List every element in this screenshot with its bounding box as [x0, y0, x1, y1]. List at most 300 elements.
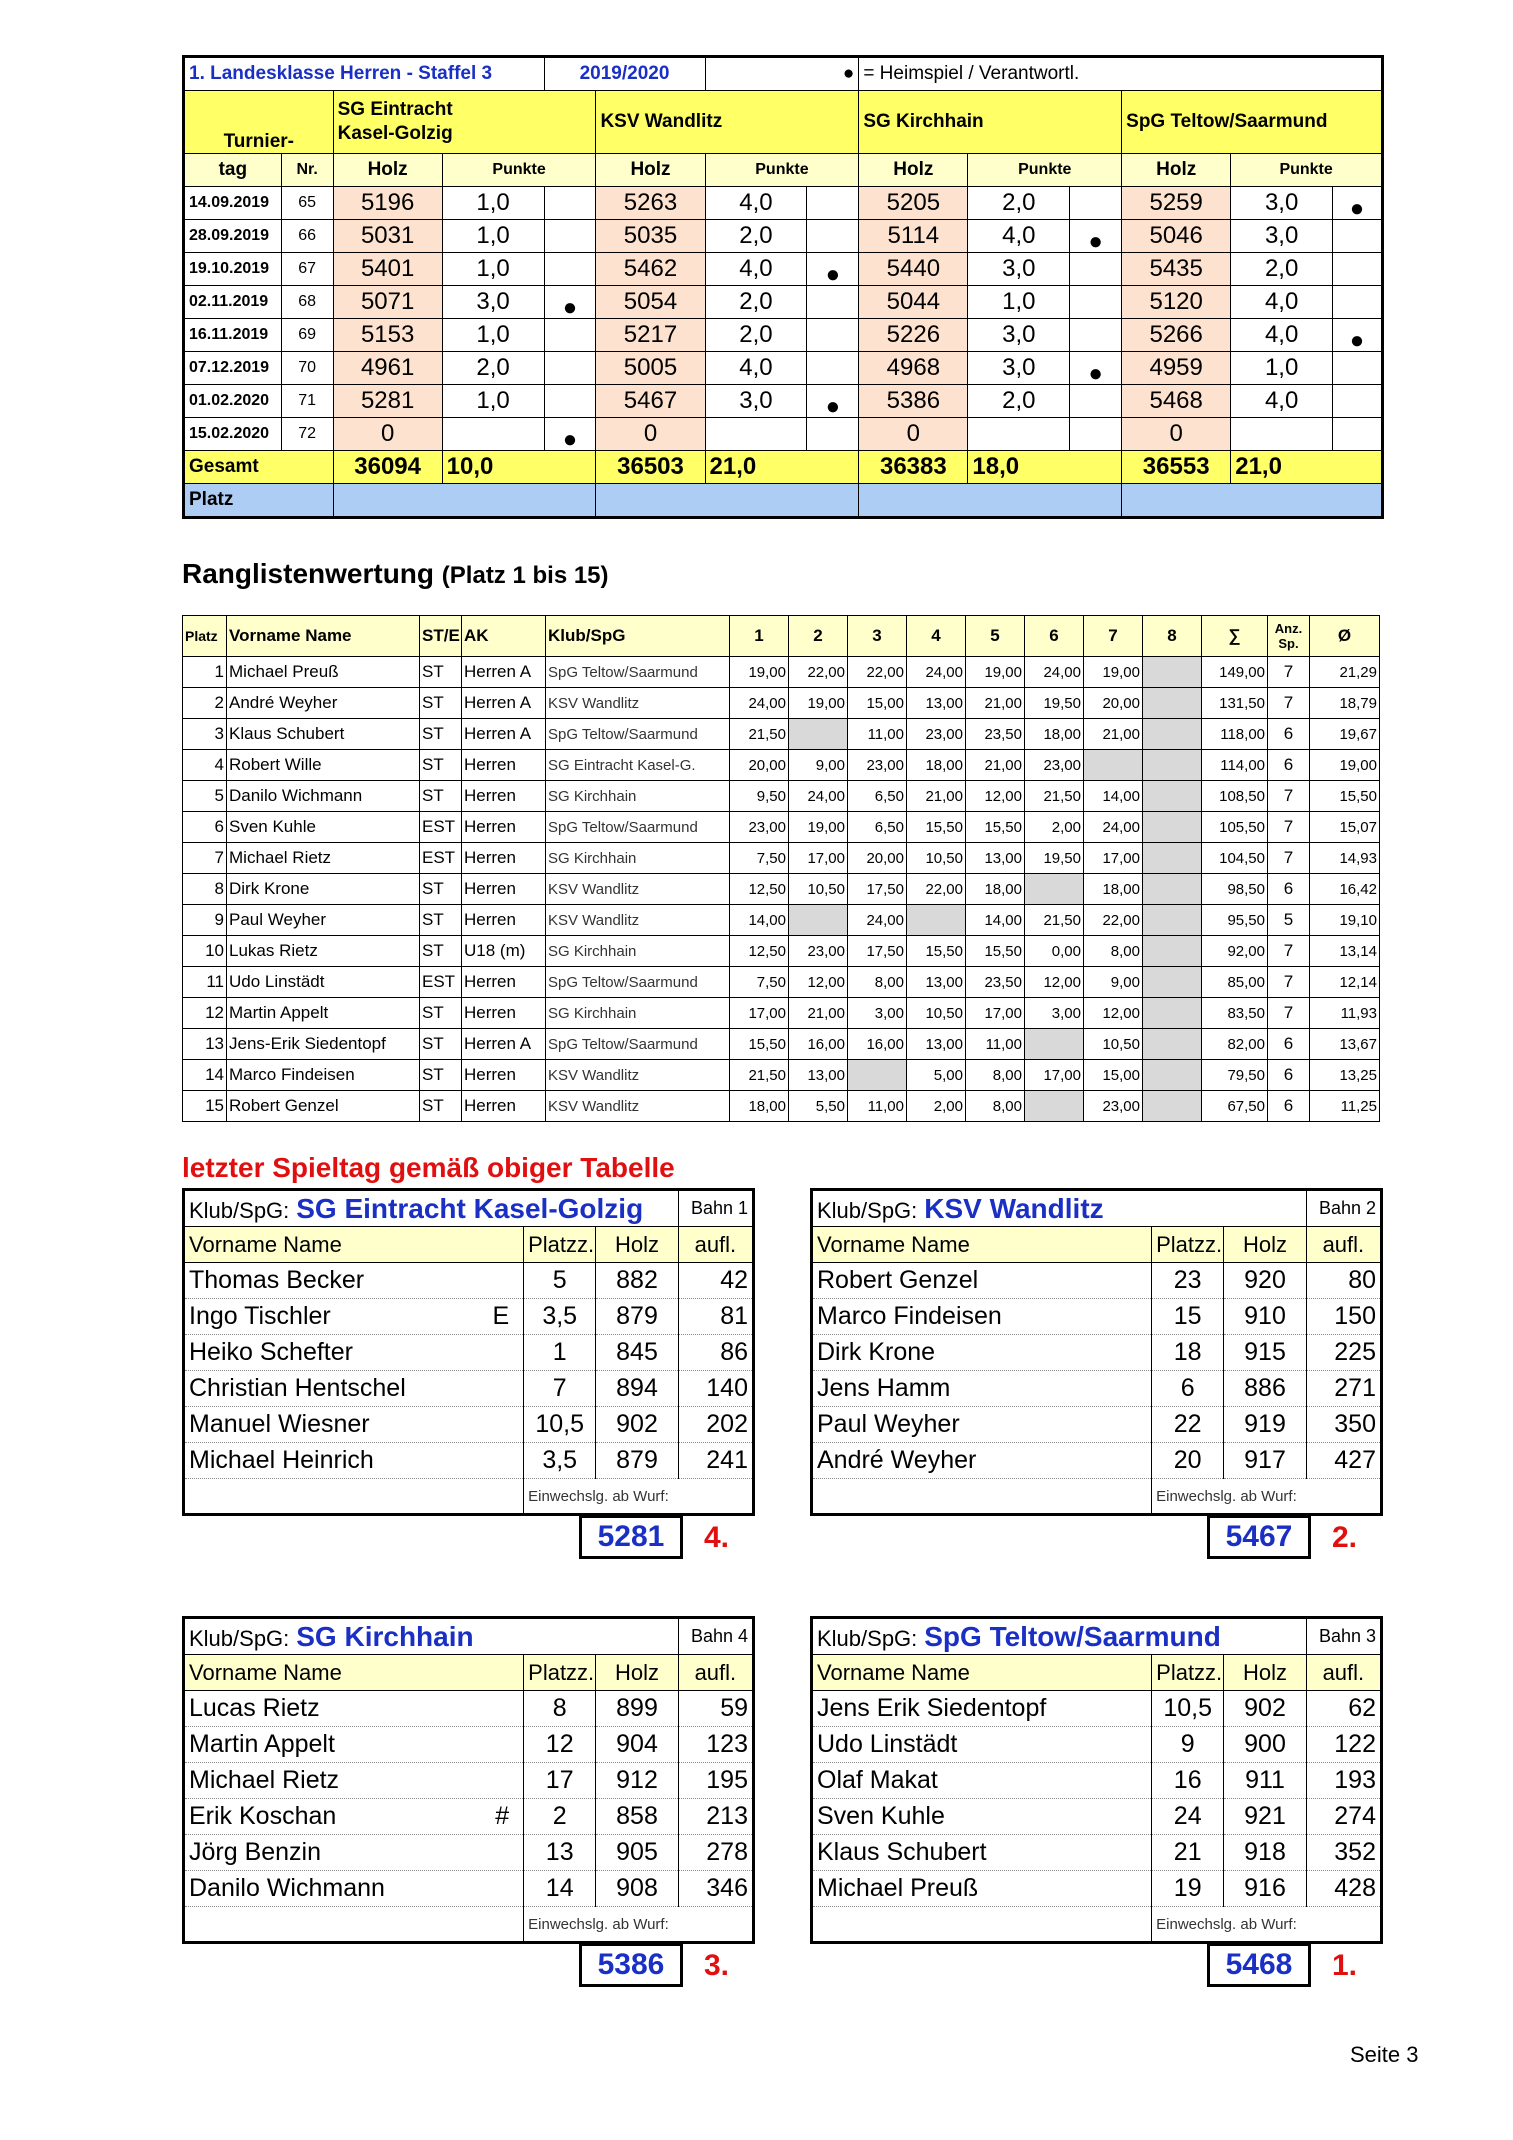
s8-cell: [1143, 843, 1202, 874]
s3-cell: 6,50: [848, 812, 907, 843]
match-date: 19.10.2019: [184, 253, 282, 286]
s2-cell: 23,00: [789, 936, 848, 967]
s4-cell: 15,50: [907, 936, 966, 967]
team-header: [812, 1618, 1382, 1655]
s7-cell: 23,00: [1084, 1091, 1143, 1122]
rangliste-col-header: 4: [907, 616, 966, 657]
platz-row: [184, 484, 1383, 518]
s6-cell: 19,50: [1025, 688, 1084, 719]
name-cell: Dirk Krone: [227, 874, 420, 905]
avg-cell: 13,67: [1310, 1029, 1380, 1060]
player-aufl: 80: [1306, 1263, 1381, 1299]
anz-cell: 7: [1268, 936, 1310, 967]
name-cell: Michael Preuß: [227, 657, 420, 688]
player-holz: 915: [1224, 1335, 1306, 1371]
gesamt-holz: 36503: [596, 451, 705, 484]
s6-cell: [1025, 874, 1084, 905]
einwechs-label: Einwechslg. ab Wurf:: [524, 1907, 754, 1943]
home-marker: [1070, 286, 1122, 319]
player-platzz: 2: [524, 1799, 596, 1835]
punkte-value: 3,0: [968, 253, 1070, 286]
s5-cell: 11,00: [966, 1029, 1025, 1060]
holz-value: 5196: [333, 187, 442, 220]
rangliste-col-header: 2: [789, 616, 848, 657]
sum-cell: 105,50: [1202, 812, 1268, 843]
team-club-name: KSV Wandlitz: [924, 1192, 1104, 1224]
ak-cell: Herren: [462, 967, 546, 998]
name-cell: Martin Appelt: [227, 998, 420, 1029]
player-name: Jörg Benzin: [189, 1838, 322, 1866]
home-marker: [1333, 286, 1383, 319]
player-aufl: 81: [678, 1299, 753, 1335]
s3-cell: 17,50: [848, 874, 907, 905]
turnier-label: Turnier-: [184, 91, 334, 154]
s6-cell: 17,00: [1025, 1060, 1084, 1091]
avg-cell: 19,10: [1310, 905, 1380, 936]
rangliste-row: [183, 750, 1380, 781]
player-holz: 921: [1224, 1799, 1306, 1835]
punkte-value: 4,0: [968, 220, 1070, 253]
player-holz: 918: [1224, 1835, 1306, 1871]
name-col-label: Vorname Name: [812, 1227, 1152, 1263]
ak-cell: Herren: [462, 843, 546, 874]
team-club-name: SG Kirchhain: [296, 1620, 474, 1652]
team-lineup-table: [182, 1616, 755, 1944]
player-name: Michael Rietz: [189, 1766, 340, 1794]
s6-cell: 19,50: [1025, 843, 1084, 874]
st-e-cell: ST: [420, 657, 462, 688]
s5-cell: 21,00: [966, 750, 1025, 781]
season-results-table: [182, 55, 1384, 519]
st-e-cell: ST: [420, 998, 462, 1029]
punkte-value: 1,0: [442, 385, 544, 418]
rangliste-row: [183, 1060, 1380, 1091]
player-row: [812, 1299, 1382, 1335]
s5-cell: 19,00: [966, 657, 1025, 688]
s5-cell: 13,00: [966, 843, 1025, 874]
platz-cell: 6: [183, 812, 227, 843]
player-platzz: 23: [1152, 1263, 1224, 1299]
holz-value: 5005: [596, 352, 705, 385]
gesamt-punkte: 10,0: [442, 451, 596, 484]
letzter-spieltag-heading: letzter Spieltag gemäß obiger Tabelle: [182, 1152, 675, 1183]
platz-cell: 15: [183, 1091, 227, 1122]
match-nr: 66: [281, 220, 333, 253]
player-mark: #: [495, 1802, 510, 1830]
player-name: Ingo Tischler: [189, 1302, 331, 1330]
punkte-value: [442, 418, 544, 451]
platz-cell: 10: [183, 936, 227, 967]
legend-dot: ●: [705, 57, 859, 91]
ak-cell: Herren: [462, 812, 546, 843]
s8-cell: [1143, 967, 1202, 998]
league-title: 1. Landesklasse Herren - Staffel 3: [184, 57, 545, 91]
player-holz: 879: [596, 1443, 678, 1479]
player-name: Udo Linstädt: [817, 1730, 958, 1758]
klub-label: Klub/SpG:: [817, 1625, 918, 1651]
holz-value: 5054: [596, 286, 705, 319]
st-e-cell: ST: [420, 905, 462, 936]
home-marker: [807, 319, 859, 352]
s4-cell: [907, 905, 966, 936]
team-total-holz: 5467: [1207, 1515, 1311, 1559]
player-platzz: 1: [524, 1335, 596, 1371]
klub-cell: SG Kirchhain: [546, 781, 730, 812]
punkte-value: 4,0: [705, 253, 807, 286]
match-day-row: [184, 319, 1383, 352]
rangliste-row: [183, 843, 1380, 874]
player-row: [184, 1443, 754, 1479]
st-e-cell: ST: [420, 750, 462, 781]
rangliste-col-header: Vorname Name: [227, 616, 420, 657]
player-row: [812, 1763, 1382, 1799]
holz-value: 5205: [859, 187, 968, 220]
s8-cell: [1143, 998, 1202, 1029]
player-row: [812, 1407, 1382, 1443]
ak-cell: Herren: [462, 905, 546, 936]
platz-cell: 1: [183, 657, 227, 688]
home-marker: [1333, 385, 1383, 418]
player-name: Erik Koschan: [189, 1802, 337, 1830]
s4-cell: 24,00: [907, 657, 966, 688]
match-nr: 72: [281, 418, 333, 451]
match-day-row: [184, 253, 1383, 286]
home-marker: ●: [1070, 352, 1122, 385]
s7-cell: 8,00: [1084, 936, 1143, 967]
home-marker: [544, 385, 596, 418]
player-platzz: 24: [1152, 1799, 1224, 1835]
player-holz: 911: [1224, 1763, 1306, 1799]
s5-cell: 23,50: [966, 967, 1025, 998]
st-e-cell: ST: [420, 1060, 462, 1091]
player-platzz: 6: [1152, 1371, 1224, 1407]
holz-value: 5467: [596, 385, 705, 418]
s6-cell: 0,00: [1025, 936, 1084, 967]
anz-cell: 7: [1268, 781, 1310, 812]
team-column-header: [812, 1227, 1382, 1263]
holz-value: 4959: [1122, 352, 1231, 385]
s7-cell: 21,00: [1084, 719, 1143, 750]
rangliste-row: [183, 1091, 1380, 1122]
home-marker: [807, 286, 859, 319]
klub-cell: SpG Teltow/Saarmund: [546, 657, 730, 688]
s1-cell: 12,50: [730, 874, 789, 905]
player-row: [184, 1263, 754, 1299]
match-day-row: [184, 418, 1383, 451]
s2-cell: 19,00: [789, 688, 848, 719]
punkte-value: 2,0: [968, 385, 1070, 418]
match-date: 15.02.2020: [184, 418, 282, 451]
bahn-label: Bahn 3: [1306, 1618, 1381, 1655]
player-name: Michael Heinrich: [189, 1446, 374, 1474]
player-name: Jens Hamm: [817, 1374, 951, 1402]
anz-cell: 6: [1268, 1091, 1310, 1122]
player-row: [184, 1835, 754, 1871]
rangliste-col-header: Platz: [183, 616, 227, 657]
home-marker: ●: [1333, 187, 1383, 220]
ak-cell: Herren: [462, 750, 546, 781]
player-name: Marco Findeisen: [817, 1302, 1002, 1330]
s2-cell: 5,50: [789, 1091, 848, 1122]
punkte-value: [705, 418, 807, 451]
player-aufl: 271: [1306, 1371, 1381, 1407]
sum-cell: 85,00: [1202, 967, 1268, 998]
player-holz: 886: [1224, 1371, 1306, 1407]
player-name: Christian Hentschel: [189, 1374, 406, 1402]
anz-cell: 7: [1268, 812, 1310, 843]
player-platzz: 5: [524, 1263, 596, 1299]
player-aufl: 350: [1306, 1407, 1381, 1443]
player-row: [184, 1691, 754, 1727]
st-e-cell: ST: [420, 719, 462, 750]
punkte-value: 2,0: [705, 220, 807, 253]
klub-label: Klub/SpG:: [189, 1197, 290, 1223]
player-platzz: 21: [1152, 1835, 1224, 1871]
s1-cell: 21,50: [730, 1060, 789, 1091]
holz-col-label: Holz: [1224, 1227, 1306, 1263]
player-holz: 919: [1224, 1407, 1306, 1443]
player-row: [184, 1727, 754, 1763]
s7-cell: 17,00: [1084, 843, 1143, 874]
s3-cell: 16,00: [848, 1029, 907, 1060]
s8-cell: [1143, 719, 1202, 750]
player-row: [812, 1335, 1382, 1371]
player-aufl: 62: [1306, 1691, 1381, 1727]
punkte-label: Punkte: [705, 154, 859, 187]
team-column-header: [184, 1655, 754, 1691]
home-marker: [1070, 418, 1122, 451]
s7-cell: 15,00: [1084, 1060, 1143, 1091]
subheader-row: [184, 154, 1383, 187]
klub-cell: SG Eintracht Kasel-G.: [546, 750, 730, 781]
aufl-col-label: aufl.: [678, 1227, 753, 1263]
player-platzz: 20: [1152, 1443, 1224, 1479]
s3-cell: 24,00: [848, 905, 907, 936]
ak-cell: Herren: [462, 1091, 546, 1122]
s3-cell: 8,00: [848, 967, 907, 998]
home-marker: [544, 220, 596, 253]
holz-col-label: Holz: [1224, 1655, 1306, 1691]
bahn-label: Bahn 2: [1306, 1190, 1381, 1227]
s6-cell: 3,00: [1025, 998, 1084, 1029]
avg-cell: 15,50: [1310, 781, 1380, 812]
home-marker: ●: [807, 253, 859, 286]
klub-cell: KSV Wandlitz: [546, 1091, 730, 1122]
platz-cell: 2: [183, 688, 227, 719]
holz-value: 5468: [1122, 385, 1231, 418]
punkte-value: 4,0: [705, 187, 807, 220]
home-marker: [807, 187, 859, 220]
sum-cell: 118,00: [1202, 719, 1268, 750]
match-date: 28.09.2019: [184, 220, 282, 253]
gesamt-punkte: 21,0: [1231, 451, 1383, 484]
einwechs-label: Einwechslg. ab Wurf:: [524, 1479, 754, 1515]
holz-value: 5263: [596, 187, 705, 220]
holz-value: 0: [333, 418, 442, 451]
s4-cell: 10,50: [907, 998, 966, 1029]
anz-cell: 7: [1268, 843, 1310, 874]
match-day-row: [184, 385, 1383, 418]
player-holz: 882: [596, 1263, 678, 1299]
tag-label: tag: [184, 154, 282, 187]
holz-label: Holz: [596, 154, 705, 187]
rangliste-heading: Ranglistenwertung (Platz 1 bis 15): [182, 558, 609, 589]
punkte-value: 1,0: [442, 319, 544, 352]
sum-cell: 67,50: [1202, 1091, 1268, 1122]
holz-value: 5462: [596, 253, 705, 286]
home-marker: [544, 253, 596, 286]
s4-cell: 2,00: [907, 1091, 966, 1122]
holz-label: Holz: [859, 154, 968, 187]
sum-cell: 114,00: [1202, 750, 1268, 781]
gesamt-label: Gesamt: [184, 451, 334, 484]
rangliste-row: [183, 1029, 1380, 1060]
home-marker: [807, 220, 859, 253]
player-holz: 902: [1224, 1691, 1306, 1727]
holz-value: 5266: [1122, 319, 1231, 352]
holz-value: 5153: [333, 319, 442, 352]
player-name: Dirk Krone: [817, 1338, 936, 1366]
home-marker: ●: [807, 385, 859, 418]
sum-cell: 98,50: [1202, 874, 1268, 905]
bahn-label: Bahn 4: [678, 1618, 753, 1655]
einwechs-row: [812, 1907, 1382, 1943]
punkte-value: 2,0: [705, 319, 807, 352]
s2-cell: 16,00: [789, 1029, 848, 1060]
s7-cell: 18,00: [1084, 874, 1143, 905]
team-placement: 4.: [704, 1521, 730, 1554]
rangliste-row: [183, 781, 1380, 812]
name-cell: Paul Weyher: [227, 905, 420, 936]
klub-cell: SG Kirchhain: [546, 998, 730, 1029]
name-cell: Udo Linstädt: [227, 967, 420, 998]
player-platzz: 10,5: [524, 1407, 596, 1443]
ak-cell: Herren A: [462, 1029, 546, 1060]
ak-cell: Herren: [462, 998, 546, 1029]
player-holz: 900: [1224, 1727, 1306, 1763]
team-placement: 2.: [1332, 1521, 1358, 1554]
holz-value: 5440: [859, 253, 968, 286]
punkte-value: [968, 418, 1070, 451]
s8-cell: [1143, 657, 1202, 688]
holz-col-label: Holz: [596, 1655, 678, 1691]
home-marker: [1333, 418, 1383, 451]
anz-cell: 6: [1268, 719, 1310, 750]
rangliste-row: [183, 936, 1380, 967]
team-total-holz: 5281: [579, 1515, 683, 1559]
punkte-value: 3,0: [1231, 220, 1333, 253]
name-cell: Sven Kuhle: [227, 812, 420, 843]
home-marker: [544, 187, 596, 220]
punkte-value: 4,0: [1231, 385, 1333, 418]
s4-cell: 22,00: [907, 874, 966, 905]
punkte-value: 1,0: [442, 187, 544, 220]
avg-cell: 19,67: [1310, 719, 1380, 750]
player-row: [812, 1871, 1382, 1907]
s4-cell: 23,00: [907, 719, 966, 750]
ak-cell: Herren: [462, 781, 546, 812]
team-placement: 3.: [704, 1949, 730, 1982]
team-total-holz: 5386: [579, 1943, 683, 1987]
punkte-label: Punkte: [1231, 154, 1383, 187]
s3-cell: [848, 1060, 907, 1091]
s8-cell: [1143, 936, 1202, 967]
match-date: 01.02.2020: [184, 385, 282, 418]
holz-label: Holz: [333, 154, 442, 187]
name-cell: Klaus Schubert: [227, 719, 420, 750]
team-club-name: SG Eintracht Kasel-Golzig: [296, 1192, 644, 1224]
home-marker: [1070, 253, 1122, 286]
s5-cell: 15,50: [966, 812, 1025, 843]
holz-value: 4968: [859, 352, 968, 385]
punkte-value: 3,0: [968, 319, 1070, 352]
klub-cell: KSV Wandlitz: [546, 1060, 730, 1091]
holz-value: 5035: [596, 220, 705, 253]
punkte-value: 2,0: [705, 286, 807, 319]
anz-cell: 7: [1268, 967, 1310, 998]
s5-cell: 12,00: [966, 781, 1025, 812]
match-day-row: [184, 286, 1383, 319]
gesamt-row: [184, 451, 1383, 484]
name-cell: Lukas Rietz: [227, 936, 420, 967]
holz-value: 4961: [333, 352, 442, 385]
player-row: [812, 1691, 1382, 1727]
punkte-value: 2,0: [442, 352, 544, 385]
player-holz: 845: [596, 1335, 678, 1371]
holz-value: 5259: [1122, 187, 1231, 220]
s5-cell: 8,00: [966, 1091, 1025, 1122]
rangliste-row: [183, 812, 1380, 843]
s8-cell: [1143, 781, 1202, 812]
player-holz: 905: [596, 1835, 678, 1871]
s2-cell: 17,00: [789, 843, 848, 874]
s4-cell: 13,00: [907, 1029, 966, 1060]
gesamt-punkte: 21,0: [705, 451, 859, 484]
s1-cell: 12,50: [730, 936, 789, 967]
player-name: André Weyher: [817, 1446, 977, 1474]
team-header: [184, 1618, 754, 1655]
holz-value: 5217: [596, 319, 705, 352]
player-holz: 908: [596, 1871, 678, 1907]
punkte-value: 4,0: [1231, 286, 1333, 319]
team-name-1: SG Eintracht Kasel-Golzig: [333, 91, 596, 154]
ak-cell: Herren A: [462, 719, 546, 750]
avg-cell: 13,25: [1310, 1060, 1380, 1091]
st-e-cell: EST: [420, 812, 462, 843]
rangliste-header-row: [183, 616, 1380, 657]
player-row: [184, 1299, 754, 1335]
rangliste-table: [182, 615, 1380, 1122]
home-marker: [1070, 187, 1122, 220]
player-row: [812, 1835, 1382, 1871]
player-row: [184, 1799, 754, 1835]
gesamt-punkte: 18,0: [968, 451, 1122, 484]
player-name: Michael Preuß: [817, 1874, 979, 1902]
s1-cell: 7,50: [730, 967, 789, 998]
platz-cell: 14: [183, 1060, 227, 1091]
home-marker: [544, 352, 596, 385]
s7-cell: 24,00: [1084, 812, 1143, 843]
s2-cell: 19,00: [789, 812, 848, 843]
holz-value: 5071: [333, 286, 442, 319]
player-aufl: 195: [678, 1763, 753, 1799]
player-aufl: 274: [1306, 1799, 1381, 1835]
ak-cell: Herren A: [462, 657, 546, 688]
player-platzz: 7: [524, 1371, 596, 1407]
s1-cell: 18,00: [730, 1091, 789, 1122]
avg-cell: 14,93: [1310, 843, 1380, 874]
anz-cell: 6: [1268, 750, 1310, 781]
